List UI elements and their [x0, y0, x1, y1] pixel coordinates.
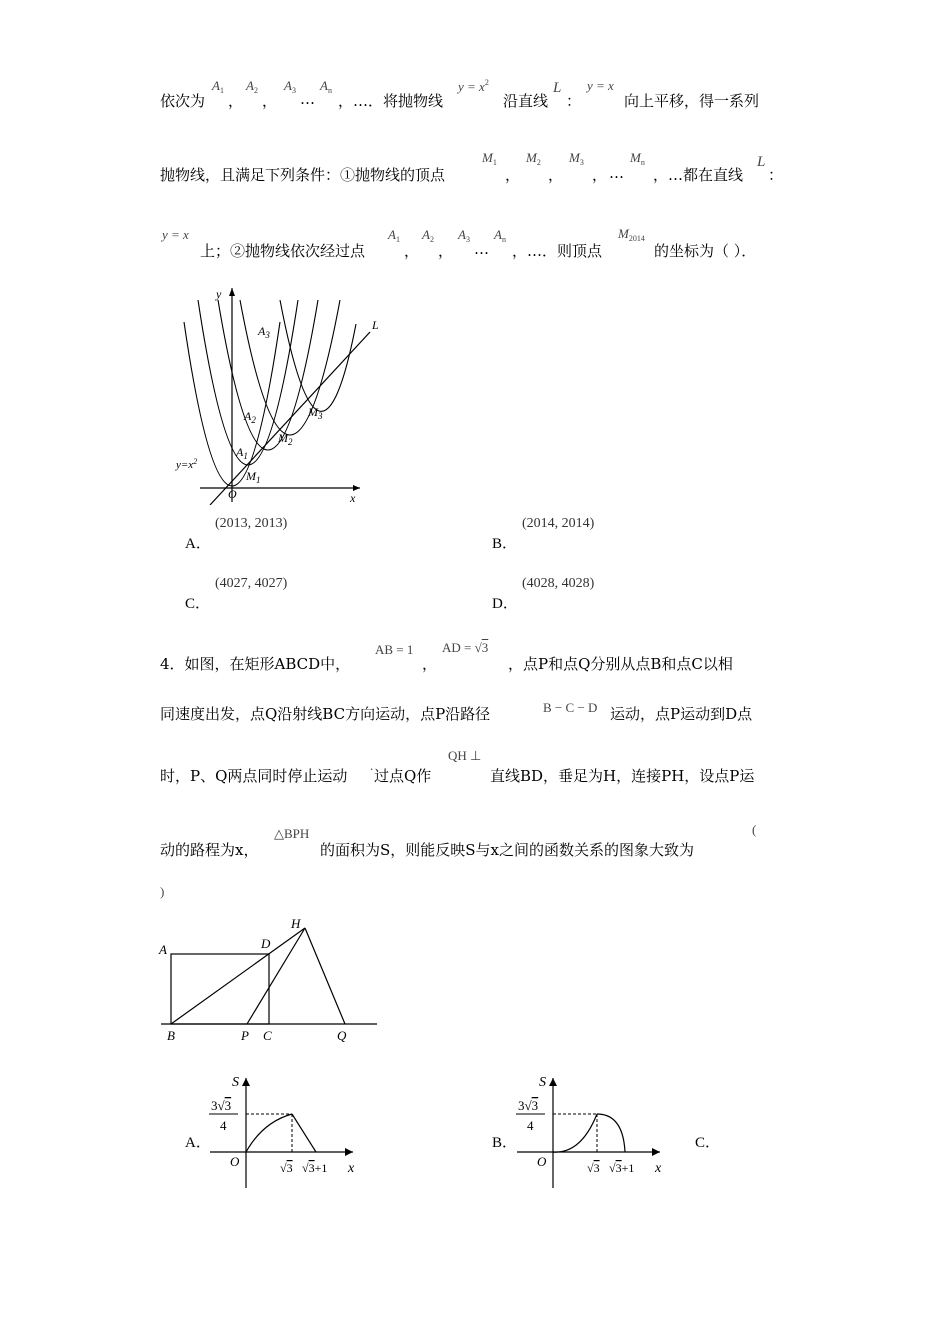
q4-rectangle-figure — [155, 910, 390, 1045]
tick-sqrt3: √3 — [587, 1161, 600, 1175]
q4-line3-text2: 过点Q作 — [374, 767, 432, 785]
label-O: O — [228, 487, 237, 501]
q3-option-a[interactable]: A． — [185, 536, 211, 552]
q4-line4-text: 动的路程为x， — [160, 841, 259, 859]
label-x: x — [350, 491, 356, 505]
q4-line2-text: 同速度出发，点Q沿射线BC方向运动，点P沿路径 — [160, 705, 491, 723]
q4-option-b-graph — [515, 1070, 675, 1192]
label-x: x — [655, 1161, 662, 1176]
label-D: D — [261, 936, 271, 951]
label-fraction-num: 3√3 — [211, 1098, 232, 1113]
q4-line1-text2: ，点P和点Q分别从点B和点C以相 — [508, 655, 733, 673]
q4-line1-text: 4．如图，在矩形ABCD中， — [160, 655, 351, 673]
math-m2014: $M_{2014}$ — [618, 226, 645, 243]
q4-option-b[interactable]: B． — [492, 1135, 518, 1151]
tick-sqrt3-plus1: √3+1 — [609, 1161, 635, 1175]
line-BD — [171, 928, 305, 1024]
q3-line2-text: 抛物线，且满足下列条件：①抛物线的顶点 — [160, 166, 446, 184]
label-M2: $M_2$ — [278, 431, 293, 447]
q3-option-d-value: (4028, 4028) — [522, 576, 595, 591]
label-P: P — [241, 1028, 249, 1043]
curve-rise — [246, 1114, 292, 1152]
math-L2: L — [757, 154, 766, 170]
label-O: O — [230, 1154, 240, 1169]
label-A1: $A_1$ — [236, 445, 248, 461]
y-axis-arrow — [229, 288, 235, 296]
math-m2: $M_2$ — [526, 150, 541, 167]
q3-line1-text2: ，…．将抛物线 — [338, 92, 444, 110]
math-a2: $A_2$ — [246, 78, 258, 95]
q3-option-c[interactable]: C． — [185, 596, 211, 612]
math-ad: AD = √3 — [442, 640, 489, 655]
q3-option-c-value: (4027, 4027) — [215, 576, 288, 591]
label-x: x — [348, 1161, 355, 1176]
math-an: $A_n$ — [320, 78, 332, 95]
curve-rise — [553, 1114, 597, 1152]
q3-line1-text3: 沿直线 — [503, 92, 549, 110]
tick-sqrt3: √3 — [280, 1161, 293, 1175]
label-S: S — [232, 1075, 239, 1090]
q3-line3-text3: 的坐标为（ ）． — [654, 242, 757, 260]
label-L: L — [372, 318, 379, 332]
math-ab: AB = 1 — [375, 642, 414, 657]
q3-line1-text4: 向上平移，得一系列 — [624, 92, 760, 110]
math-m3: $M_3$ — [569, 150, 584, 167]
q4-option-c[interactable]: C． — [695, 1135, 721, 1151]
math-triangle: △BPH — [274, 826, 310, 841]
q4-line3-text3: 直线BD，垂足为H，连接PH，设点P运 — [490, 767, 755, 785]
q3-line2-text2: ，…都在直线 — [653, 166, 744, 184]
y-axis-arrow — [242, 1078, 250, 1086]
math-a1: $A_1$ — [212, 78, 224, 95]
math-line-yx: y = x — [587, 78, 614, 93]
q4-line4-text2: 的面积为S，则能反映S与x之间的函数关系的图象大致为 — [320, 841, 695, 859]
math-anb: $A_n$ — [494, 227, 506, 244]
segment-HQ — [305, 928, 345, 1024]
math-mn: $M_n$ — [630, 150, 645, 167]
label-H: H — [291, 916, 301, 931]
label-O: O — [537, 1154, 547, 1169]
label-A3: $A_3$ — [258, 324, 270, 340]
segment-PH — [247, 928, 305, 1024]
label-fraction-den: 4 — [220, 1118, 227, 1133]
q3-line3-text: 上；②抛物线依次经过点 — [200, 242, 366, 260]
label-C: C — [263, 1028, 272, 1043]
line-L — [210, 332, 370, 505]
label-Q: Q — [337, 1028, 347, 1043]
parabola-2 — [218, 300, 318, 450]
math-parabola: $y = x^2$ — [458, 78, 489, 94]
label-B: B — [167, 1028, 175, 1043]
label-A2: $A_2$ — [244, 409, 256, 425]
label-M3: $M_3$ — [308, 405, 323, 421]
label-A: A — [159, 942, 167, 957]
label-M1: $M_1$ — [246, 469, 261, 485]
q3-line1-text: 依次为 — [160, 92, 206, 110]
math-a3: $A_3$ — [284, 78, 296, 95]
q3-parabola-graph — [170, 280, 390, 505]
q4-option-a-graph — [208, 1070, 368, 1192]
math-a2b: $A_2$ — [422, 227, 434, 244]
q4-option-a[interactable]: A． — [185, 1135, 211, 1151]
label-y: y — [216, 287, 222, 301]
q3-option-a-value: (2013, 2013) — [215, 516, 288, 531]
math-path: B − C − D — [543, 700, 598, 715]
math-a1b: $A_1$ — [388, 227, 400, 244]
q4-line3-text: 时，P、Q两点同时停止运动 — [160, 767, 348, 785]
math-L: L — [553, 80, 562, 96]
tick-sqrt3-plus1: √3+1 — [302, 1161, 328, 1175]
label-S: S — [539, 1075, 546, 1090]
label-curve: $y=x^2$ — [176, 457, 198, 471]
y-axis-arrow — [549, 1078, 557, 1086]
parabola-4 — [280, 300, 356, 411]
q3-option-d[interactable]: D． — [492, 596, 518, 612]
math-a3b: $A_3$ — [458, 227, 470, 244]
label-fraction-num: 3√3 — [518, 1098, 539, 1113]
label-fraction-den: 4 — [527, 1118, 534, 1133]
math-m1: $M_1$ — [482, 150, 497, 167]
curve-fall — [597, 1114, 625, 1152]
q4-line2-text2: 运动，点P运动到D点 — [610, 705, 753, 723]
x-axis-arrow — [652, 1148, 660, 1156]
q3-option-b[interactable]: B． — [492, 536, 518, 552]
math-qh: QH ⊥ — [448, 748, 482, 763]
math-line-yx-2: y = x — [162, 227, 189, 242]
q3-line3-text2: ，…．则顶点 — [512, 242, 603, 260]
line-fall — [292, 1114, 316, 1152]
x-axis-arrow — [345, 1148, 353, 1156]
q3-option-b-value: (2014, 2014) — [522, 516, 595, 531]
